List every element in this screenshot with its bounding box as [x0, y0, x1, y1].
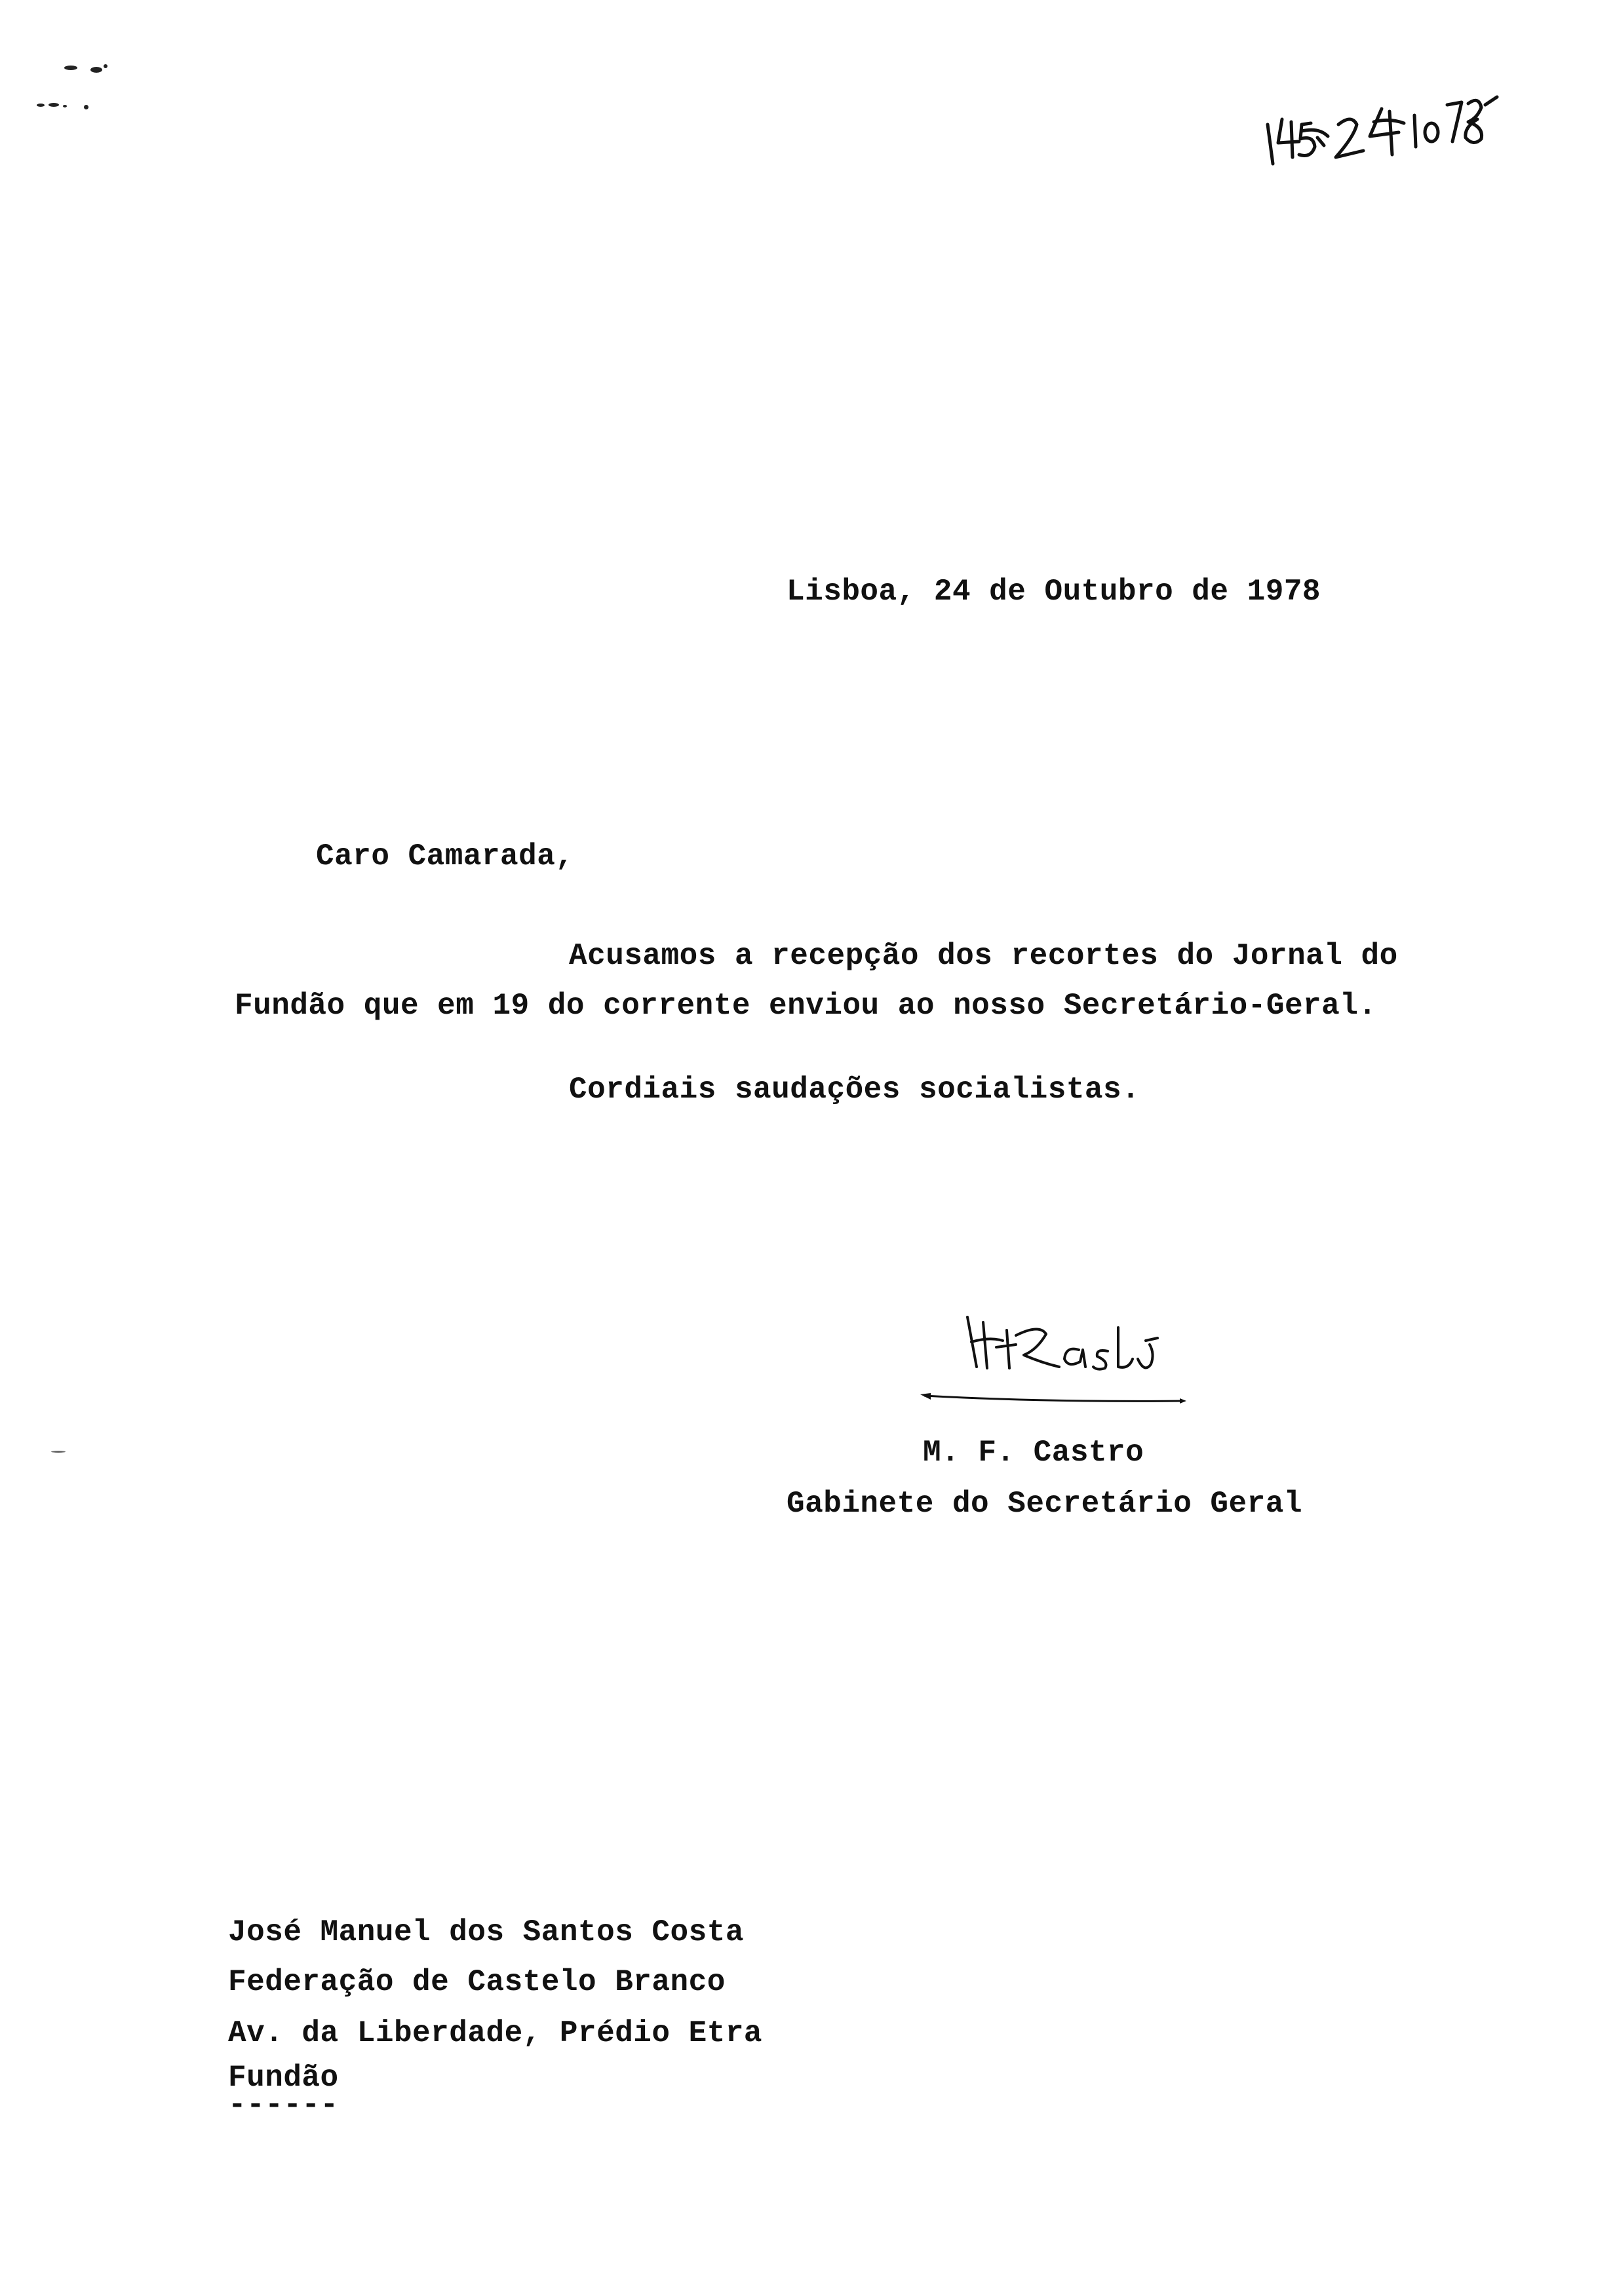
signatory-office: Gabinete do Secretário Geral	[787, 1487, 1302, 1521]
recipient-organization: Federação de Castelo Branco	[228, 1965, 726, 1999]
signatory-name: M. F. Castro	[923, 1436, 1144, 1470]
recipient-city-underline: ------	[228, 2088, 339, 2122]
salutation: Caro Camarada,	[316, 839, 574, 873]
body-line-2: Fundão que em 19 do corrente enviou ao nosso Secretário-Geral.	[235, 989, 1377, 1023]
recipient-street: Av. da Liberdade, Prédio Etra	[228, 2016, 763, 2050]
closing-line: Cordiais saudações socialistas.	[569, 1073, 1140, 1107]
body-line-1: Acusamos a recepção dos recortes do Jornal do	[569, 939, 1398, 973]
signature	[911, 1304, 1193, 1415]
date-line: Lisboa, 24 de Outubro de 1978	[787, 575, 1321, 609]
recipient-city: Fundão	[228, 2061, 339, 2095]
handwritten-reference-annotation	[1258, 59, 1534, 170]
recipient-name: José Manuel dos Santos Costa	[228, 1915, 744, 1949]
